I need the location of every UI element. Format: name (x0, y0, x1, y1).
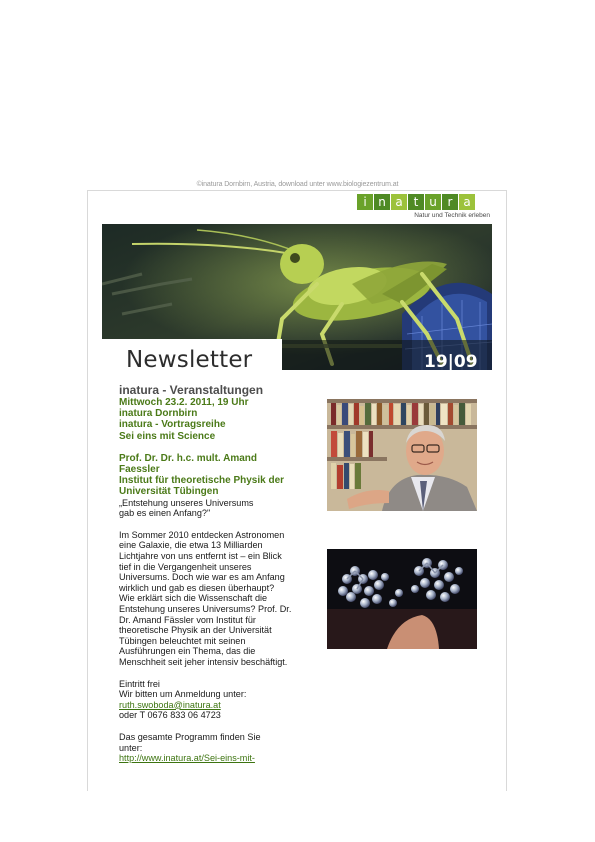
talk-title-line: gab es einen Anfang?" (119, 508, 211, 519)
speaker-line: Institut für theoretische Physik der (119, 475, 285, 487)
molecule-illustration (327, 549, 477, 649)
description-line: wirklich und gab es diesen überhaupt? (119, 582, 275, 593)
speaker-line: Faessler (119, 464, 160, 476)
logo-letters (357, 194, 493, 210)
event-description (119, 530, 319, 668)
logo-letter: a (391, 194, 407, 210)
description-line: Menschheit seit jeher intensiv beschäftigt. (119, 656, 288, 667)
description-line: eine Galaxie, die etwa 13 Milliarden (119, 540, 263, 551)
registration-text: Wir bitten um Anmeldung unter: (119, 689, 247, 700)
inatura-logo[interactable] (357, 194, 493, 219)
logo-letter: r (442, 194, 458, 210)
description-line: Dr. Amand Fässler vom Institut für (119, 614, 256, 625)
event-content (119, 383, 319, 764)
logo-letter: u (425, 194, 441, 210)
copyright-notice: ©inatura Dornbirn, Austria, download unter www.biologiezentrum.at (196, 181, 399, 188)
speaker-photo (327, 399, 477, 511)
event-series: inatura - Vortragsreihe (119, 419, 226, 431)
speaker-info (119, 453, 319, 498)
events-heading: inatura - Veranstaltungen (119, 383, 264, 397)
admission-text: Eintritt frei (119, 678, 160, 689)
description-line: Lichtjahre von uns entfernt ist – ein Blick (119, 551, 282, 561)
event-series-name: Sei eins mit Science (119, 430, 216, 442)
logo-letter: n (374, 194, 390, 210)
logo-letter: t (408, 194, 424, 210)
newsletter-title: Newsletter (126, 347, 253, 373)
newsletter-issue: 19|09 (424, 352, 478, 372)
logo-tagline: Natur und Technik erleben (414, 212, 490, 219)
event-venue: inatura Dornbirn (119, 408, 198, 420)
description-line: theoretische Physik an der Universität (119, 625, 272, 636)
description-line: Universums. Doch wie war es am Anfang (119, 572, 285, 583)
program-link[interactable]: http://www.inatura.at/Sei-eins-mit- (119, 753, 255, 764)
description-line: Entstehung unseres Universums? Prof. Dr. (119, 603, 292, 614)
description-line: Tübingen beleuchtet mit seinen (119, 635, 246, 646)
speaker-line: Universität Tübingen (119, 486, 219, 498)
talk-title-line: „Entstehung unseres Universums (119, 497, 254, 508)
logo-letter: a (459, 194, 475, 210)
speaker-portrait (327, 399, 477, 511)
program-text: Das gesamte Programm finden Sie (119, 731, 261, 742)
description-line: Wie erklärt sich die Wissenschaft die (119, 593, 268, 604)
description-line: Ausführungen ein Thema, das die (119, 646, 256, 657)
event-date: Mittwoch 23.2. 2011, 19 Uhr (119, 397, 249, 408)
email-link[interactable]: ruth.swoboda@inatura.at (119, 699, 221, 710)
logo-letter: i (357, 194, 373, 210)
event-info (119, 397, 319, 442)
speaker-line: Prof. Dr. Dr. h.c. mult. Amand (119, 452, 257, 464)
description-line: tief in die Vergangenheit unseres (119, 561, 252, 572)
program-text: unter: (119, 742, 143, 753)
phone-text: oder T 0676 833 06 4723 (119, 710, 221, 721)
description-line: Im Sommer 2010 entdecken Astronomen (119, 529, 285, 540)
molecule-photo (327, 549, 477, 649)
